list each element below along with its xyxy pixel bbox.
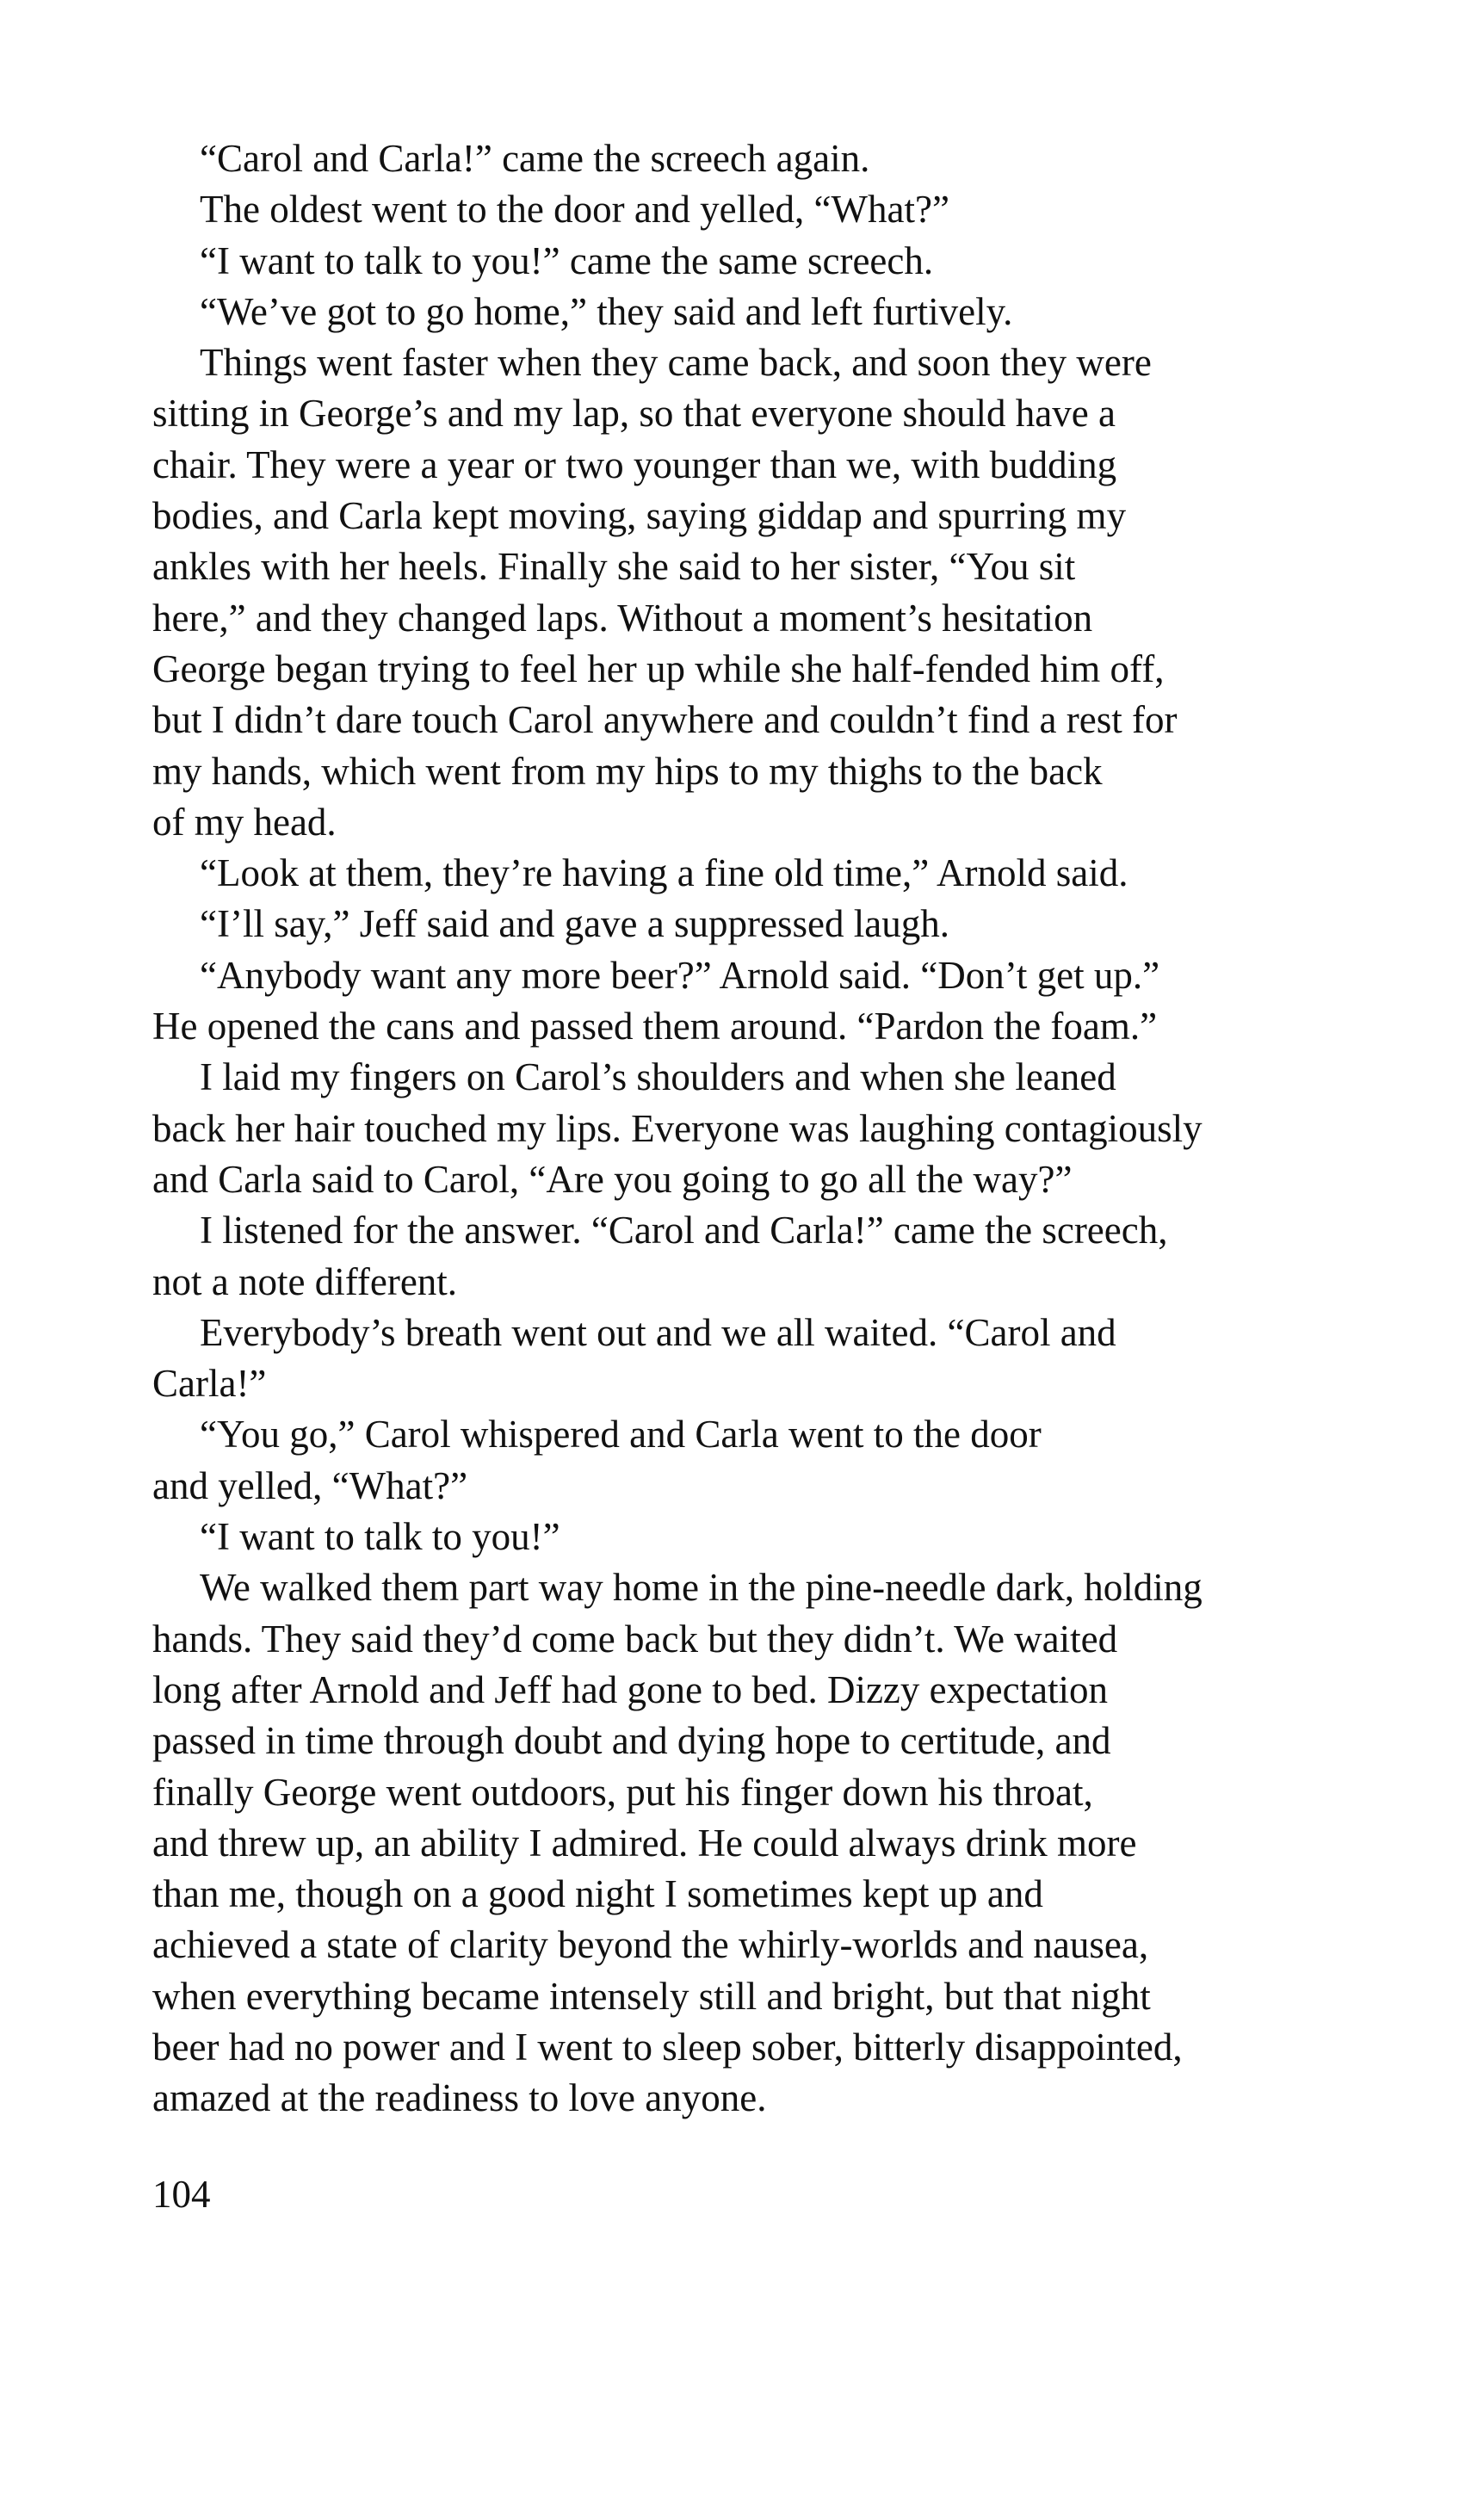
text-line: Everybody’s breath went out and we all waited. “Carol and bbox=[200, 1310, 1116, 1354]
text-line: here,” and they changed laps. Without a moment’s hesitation bbox=[152, 596, 1093, 640]
text-line: amazed at the readiness to love anyone. bbox=[152, 2076, 767, 2120]
text-line: I listened for the answer. “Carol and Carla!” came the screech, bbox=[200, 1209, 1168, 1252]
text-line: and yelled, “What?” bbox=[152, 1463, 468, 1507]
text-line: “We’ve got to go home,” they said and left furtively. bbox=[200, 289, 1013, 333]
text-line: We walked them part way home in the pine-needle dark, holding bbox=[200, 1566, 1203, 1610]
text-line: sitting in George’s and my lap, so that everyone should have a bbox=[152, 392, 1116, 436]
text-line: beer had no power and I went to sleep sober, bitterly disappointed, bbox=[152, 2025, 1183, 2069]
text-line: He opened the cans and passed them around. “Pardon the foam.” bbox=[152, 1005, 1158, 1048]
text-line: “Look at them, they’re having a fine old time,” Arnold said. bbox=[200, 851, 1128, 895]
text-line: I laid my fingers on Carol’s shoulders and when she leaned bbox=[200, 1055, 1116, 1099]
text-line: Things went faster when they came back, and soon they were bbox=[200, 341, 1152, 385]
text-line: and Carla said to Carol, “Are you going to go all the way?” bbox=[152, 1157, 1073, 1201]
text-line: when everything became intensely still and bright, but that night bbox=[152, 1974, 1151, 2018]
text-line: chair. They were a year or two younger than we, with budding bbox=[152, 442, 1117, 486]
text-line: than me, though on a good night I sometimes kept up and bbox=[152, 1872, 1043, 1916]
text-line: The oldest went to the door and yelled, “What?” bbox=[200, 188, 949, 232]
text-line: “Carol and Carla!” came the screech again. bbox=[200, 137, 870, 180]
text-line: but I didn’t dare touch Carol anywhere and couldn’t find a rest for bbox=[152, 698, 1178, 742]
text-line: not a note different. bbox=[152, 1259, 458, 1303]
text-line: back her hair touched my lips. Everyone was laughing contagiously bbox=[152, 1106, 1203, 1150]
text-line: “I’ll say,” Jeff said and gave a suppressed laugh. bbox=[200, 902, 949, 946]
text-line: bodies, and Carla kept moving, saying giddap and spurring my bbox=[152, 494, 1127, 538]
text-line: George began trying to feel her up while she half-fended him off, bbox=[152, 646, 1165, 690]
text-line: hands. They said they’d come back but they didn’t. We waited bbox=[152, 1617, 1118, 1661]
text-line: “You go,” Carol whispered and Carla went to the door bbox=[200, 1413, 1042, 1457]
text-line: Carla!” bbox=[152, 1362, 267, 1406]
text-line: long after Arnold and Jeff had gone to bed. Dizzy expectation bbox=[152, 1667, 1109, 1711]
text-line: “I want to talk to you!” came the same screech. bbox=[200, 238, 934, 282]
text-line: ankles with her heels. Finally she said to her sister, “You sit bbox=[152, 545, 1076, 589]
text-line: of my head. bbox=[152, 800, 337, 844]
text-line: my hands, which went from my hips to my thighs to the back bbox=[152, 749, 1103, 793]
text-line: passed in time through doubt and dying hope to certitude, and bbox=[152, 1719, 1111, 1763]
text-line: and threw up, an ability I admired. He could always drink more bbox=[152, 1821, 1137, 1865]
text-line: “Anybody want any more beer?” Arnold said. “Don’t get up.” bbox=[200, 953, 1160, 997]
body-text bbox=[152, 133, 1349, 2125]
page-number: 104 bbox=[152, 2173, 211, 2216]
text-line: achieved a state of clarity beyond the whirly-worlds and nausea, bbox=[152, 1923, 1149, 1967]
text-line: finally George went outdoors, put his finger down his throat, bbox=[152, 1770, 1093, 1814]
text-line: “I want to talk to you!” bbox=[200, 1515, 560, 1559]
